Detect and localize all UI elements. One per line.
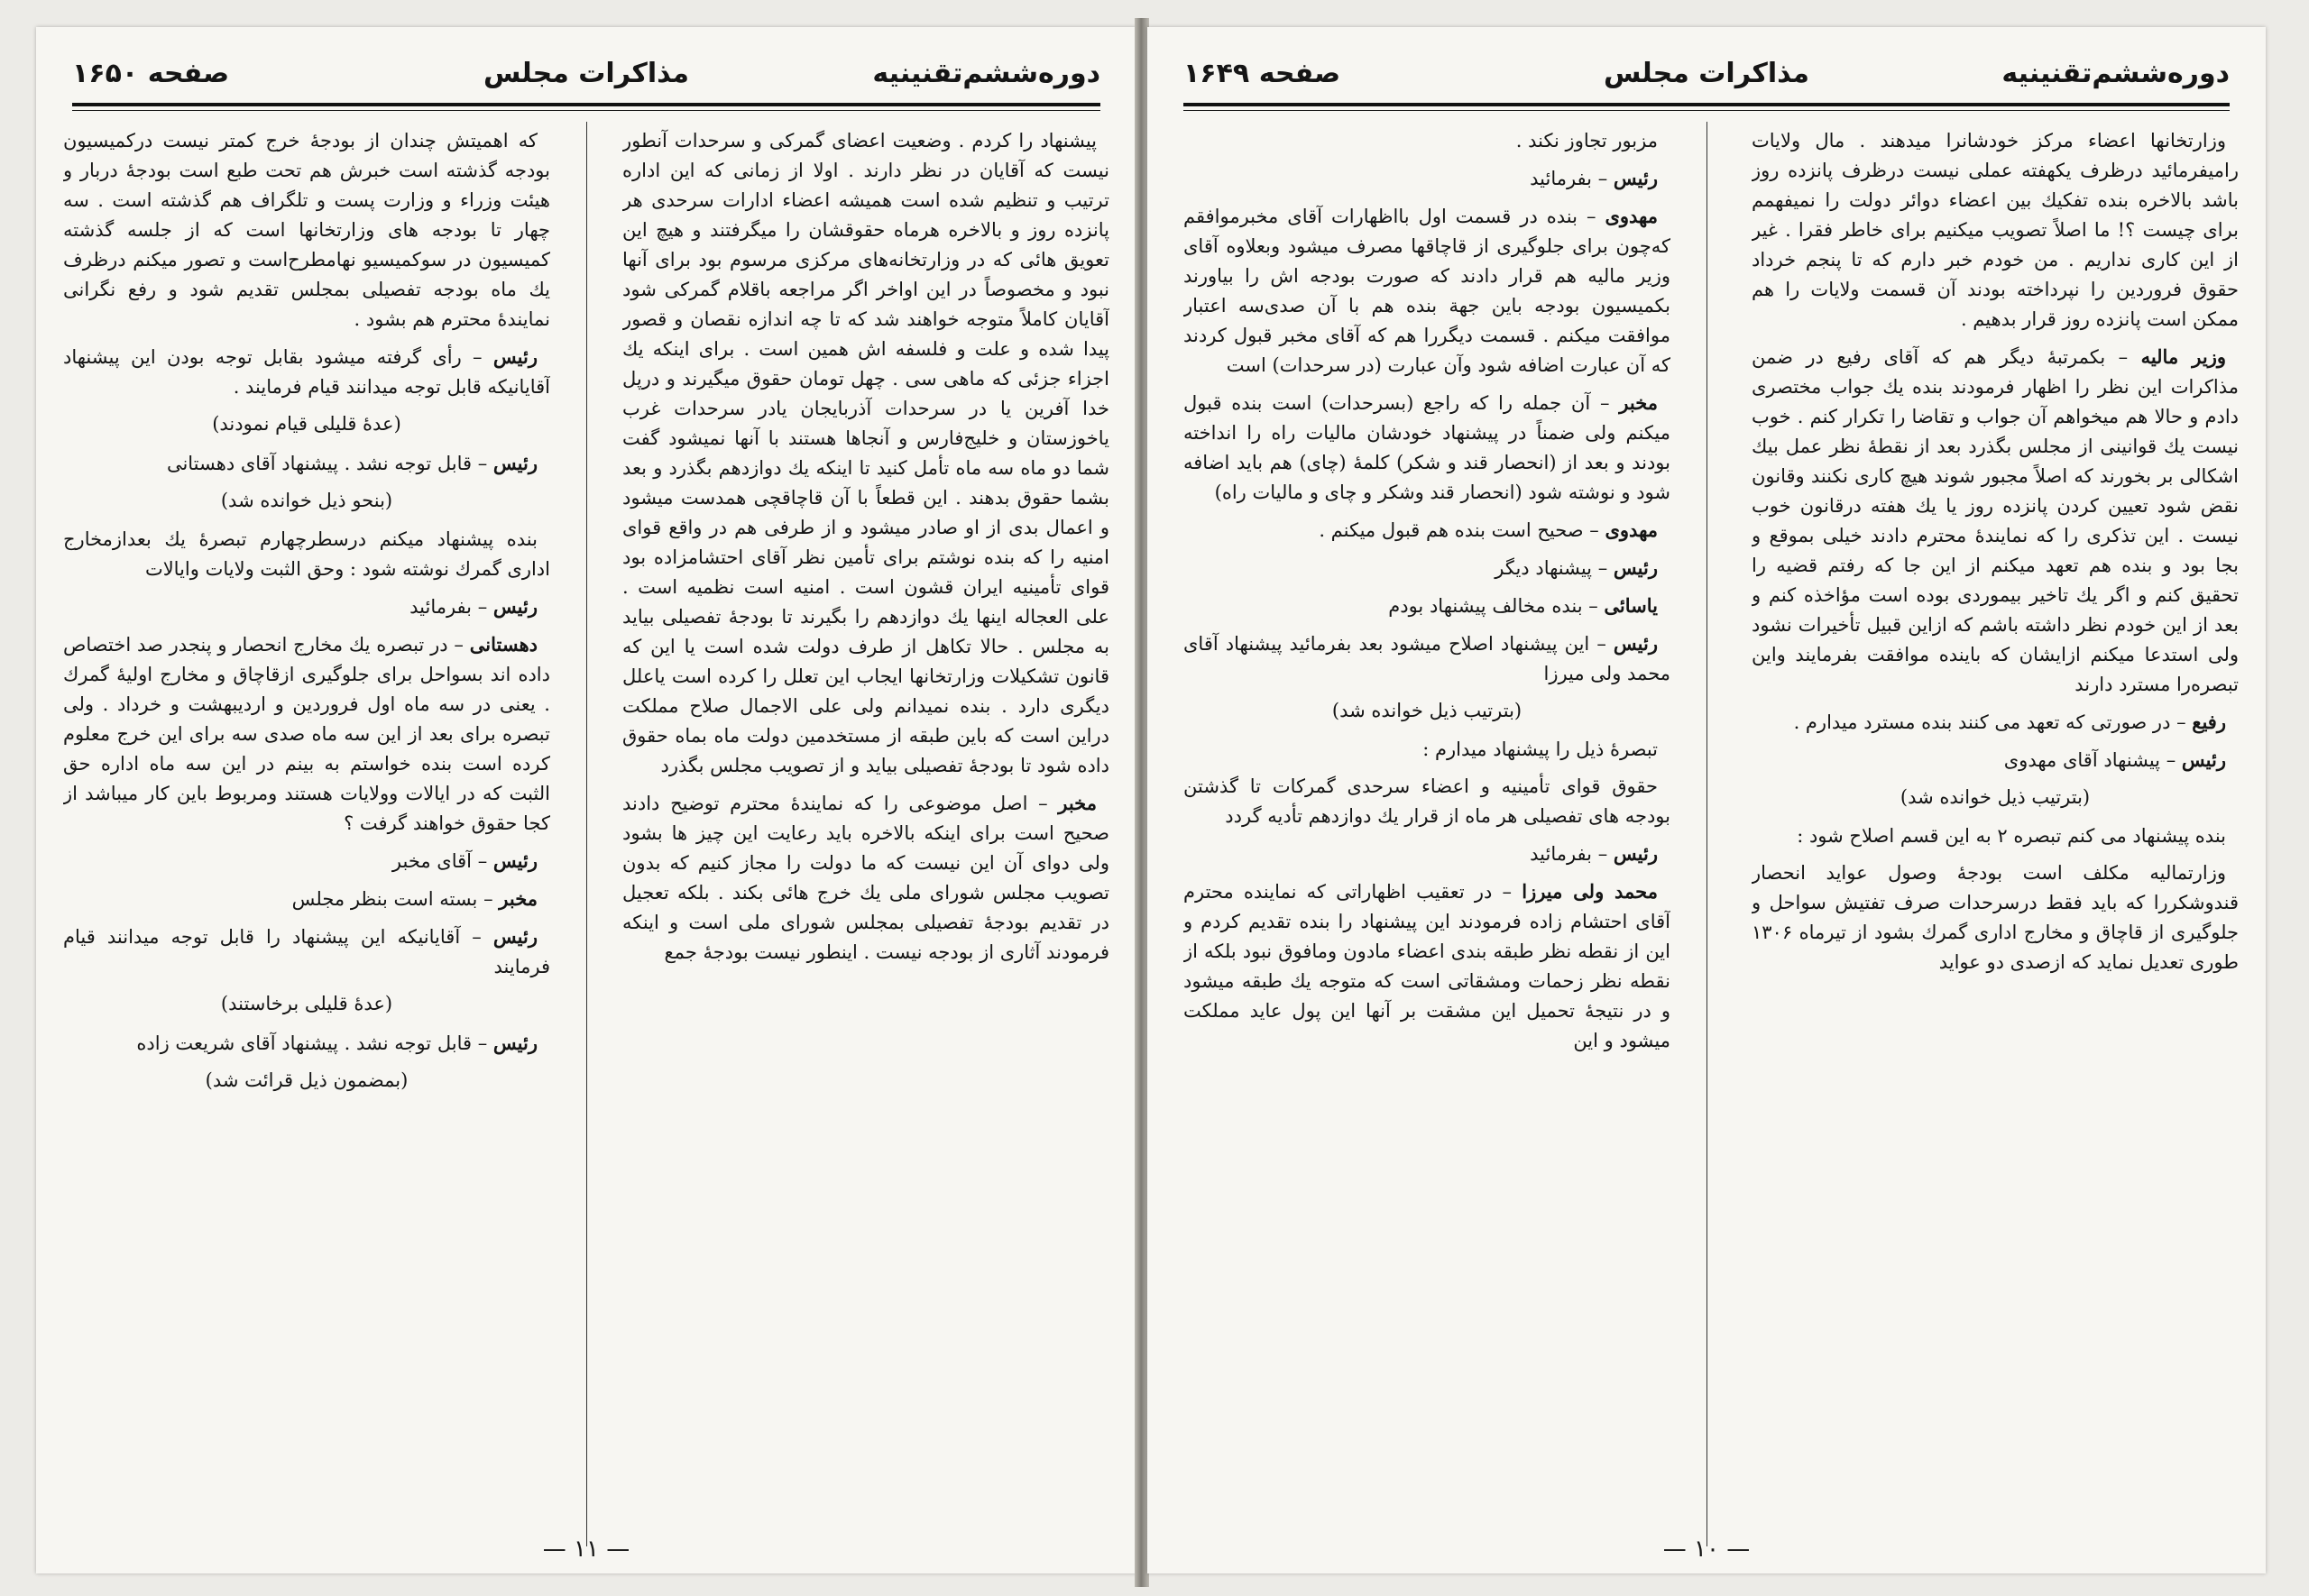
paragraph-text: – آقای مخبر (391, 850, 488, 872)
paragraph-text: – آقایانیکه این پیشنهاد را قابل توجه میدانند قیام فرمایند (63, 926, 550, 977)
transcript-paragraph (63, 126, 550, 335)
speaker-name: رئیس (1613, 556, 1658, 579)
right-page-header (1183, 47, 2230, 101)
paragraph-text: وزارتخانها اعضاء مرکز خودشانرا میدهند . مال ولایات رامیفرمائید درظرف یکهفته عملی نیست درظرف پانزده روز باشد بالاخره بنده تفکیك بین اعضاء دوائر دولت را نمیفهمم برای چیست ؟! ما اصلاً تصویب میکنیم برای خاطر فقرا . غیر از این کاری نداریم . من خودم خبر دارم که تا پنجم خرداد حقوق فروردین را نپرداخته بودند آن قسمت ولایات را هم ممکن است پانزده روز قرار بدهیم . (1752, 130, 2239, 330)
transcript-paragraph (1183, 126, 1670, 156)
paragraph-text: مزبور تجاوز نکند . (1515, 130, 1658, 151)
transcript-paragraph (1183, 591, 1670, 621)
transcript-paragraph (1183, 839, 1670, 869)
transcript-paragraph (63, 922, 550, 982)
speaker-name: رفیع (2192, 711, 2226, 733)
transcript-paragraph (1752, 126, 2239, 335)
transcript-paragraph (63, 884, 550, 914)
speaker-name: رئیس (492, 595, 538, 618)
right-header-rule-thin (1183, 110, 2230, 111)
paragraph-text: بنده پیشنهاد میکنم درسطرچهارم تبصرهٔ یك بعدازمخارج اداری گمرك نوشته شود : وحق الثبت ولایات وایالات (63, 528, 550, 580)
stage-direction: (عدهٔ قلیلی قیام نمودند) (212, 413, 401, 435)
stage-direction: (بمضمون ذیل قرائت شد) (205, 1069, 409, 1091)
left-column-divider (586, 122, 587, 1546)
paragraph-text: وزارتمالیه مکلف است بودجهٔ وصول عواید انحصار قندوشکررا که باید فقط درسرحدات صرف تفتیش سواحل و جلوگیری از قاچاق و مخارج اداری گمرك بشود از تیرماه ۱۳۰۶ طوری تعدیل نماید که ازصدی دو عواید (1752, 862, 2239, 973)
speaker-name: دهستانی (469, 633, 538, 656)
speaker-name: رئیس (492, 452, 538, 474)
right-header-rule (1183, 103, 2230, 106)
transcript-paragraph (1183, 163, 1670, 194)
left-header-title: مذاکرات مجلس (483, 58, 690, 89)
speaker-name: مخبر (1058, 792, 1097, 814)
right-page (1147, 27, 2266, 1573)
transcript-paragraph (1752, 707, 2239, 738)
transcript-paragraph (1183, 735, 1670, 765)
transcript-paragraph (1183, 772, 1670, 831)
stage-direction: (عدهٔ قلیلی برخاستند) (220, 993, 393, 1014)
left-page-column-right (622, 126, 1109, 1542)
right-page-column-left (1183, 126, 1670, 1542)
transcript-paragraph (1183, 628, 1670, 689)
speaker-name: رئیس (492, 345, 538, 368)
speaker-name: رئیس (1613, 842, 1658, 865)
stage-direction: (بترتیب ذیل خوانده شد) (1331, 700, 1522, 721)
speaker-name: رئیس (492, 849, 538, 872)
paragraph-text: – بفرمائید (409, 596, 488, 618)
speaker-name: رئیس (492, 1032, 538, 1054)
right-page-column-right (1752, 126, 2239, 1542)
paragraph-text: – بنده مخالف پیشنهاد بودم (1388, 595, 1598, 617)
paragraph-text: تبصرهٔ ذیل را پیشنهاد میدارم : (1422, 738, 1658, 760)
transcript-paragraph (63, 448, 550, 479)
transcript-paragraph (1752, 745, 2239, 775)
left-header-session: دوره‌ششم‌تقنینیه (872, 58, 1100, 89)
right-column-divider (1706, 122, 1707, 1546)
speaker-name: رئیس (492, 925, 538, 948)
paragraph-text: که اهمیتش چندان از بودجهٔ خرج کمتر نیست درکمیسیون بودجه گذشته است خبرش هم تحت طبع است بودجهٔ دربار و هیئت وزراء و وزارت پست و تلگراف هم گذشته است . سه چهار تا بودجه های وزارتخانها است که از جلسه گذشته کمیسیون در سوکمیسیو نها‌مطرح‌است و تصور میکنم درظرف یك ماه بودجه تفصیلی بمجلس تقدیم شود و رفع نگرانی نمایندهٔ محترم هم بشود . (63, 130, 550, 330)
paragraph-text: – قابل توجه نشد . پیشنهاد آقای شریعت زاده (136, 1032, 488, 1054)
speaker-name: مهدوی (1605, 205, 1658, 227)
transcript-paragraph (63, 846, 550, 876)
paragraph-text: – در تبصره یك مخارج انحصار و پنجدر صد اختصاص داده اند بسواحل برای جلوگیری ازقاچاق و مخارج اولیهٔ گمرك . یعنی در سه ماه اول فروردین و اردیبهشت و خرداد . ولی تبصره برای بعد از این سه ماه صدی سه برای این خرج معلوم کرده است بنده خواستم به بینم در این سه ماه اداره حق الثبت که در ایالات وولایات هستند ومربوط باین کار میباشد از کجا حقوق خواهند گرفت ؟ (63, 634, 550, 834)
paragraph-text: حقوق قوای تأمینیه و اعضاء سرحدی گمرکات تا گذشتن بودجه های تفصیلی هر ماه از قرار یك دوازدهم تأدیه گردد (1183, 775, 1670, 827)
left-page (36, 27, 1136, 1573)
paragraph-text: – رأی گرفته میشود بقابل توجه بودن این پیشنهاد آقایانیکه قابل توجه میدانند قیام فرمایند . (63, 346, 550, 398)
paragraph-text: بنده پیشنهاد می کنم تبصره ۲ به این قسم اصلاح شود : (1797, 825, 2226, 847)
transcript-paragraph (1183, 201, 1670, 381)
speaker-name: مهدوی (1605, 518, 1658, 541)
paragraph-text: – بسته است بنظر مجلس (291, 888, 493, 910)
speaker-name: رئیس (1613, 167, 1658, 189)
transcript-paragraph (622, 788, 1109, 968)
right-header-page-number: صفحه ۱۶۴۹ (1183, 58, 1341, 89)
speaker-name: مخبر (499, 887, 538, 910)
paragraph-text: – بنده در قسمت اول بااظهارات آقای مخبرموافقم که‌چون برای جلوگیری از قاچاقها مصرف میشود وبعلاوه آقای وزیر مالیه هم قرار دادند که صورت بودجه اش را بیاورند بکمیسیون بودجه باین جهة بنده هم با آن صدی‌سه اعتبار موافقت میکنم . قسمت دیگررا هم که آقای مخبر قبول کردند که آن عبارت اضافه شود وآن عبارت (در سرحدات) است (1183, 206, 1670, 376)
left-page-header (72, 47, 1100, 101)
paragraph-text: – اصل موضوعی را که نمایندهٔ محترم توضیح دادند صحیح است برای اینکه بالاخره باید رعایت این چیز ها بشود ولی دوای آن این نیست که ما دولت را مجاز کنیم که بدون تصویب مجلس شورای ملی یك خرج هائی بکند . بلکه تعجیل در تقدیم بودجهٔ تفصیلی بمجلس شورای ملی است و اینکه فرمودند آثاری از بودجه نیست . اینطور نیست بودجهٔ جمع (622, 793, 1109, 963)
right-page-footer: — ۱۰ — (1662, 1536, 1751, 1563)
transcript-paragraph (1183, 515, 1670, 546)
left-header-page-number: صفحه ۱۶۵۰ (72, 58, 230, 89)
speaker-name: وزیر مالیه (2140, 345, 2226, 368)
speaker-name: مخبر (1619, 391, 1658, 414)
transcript-paragraph (1183, 388, 1670, 508)
paragraph-text: پیشنهاد را کردم . وضعیت اعضای گمرکی و سرحدات آنطور نیست که آقایان در نظر دارند . اولا از زمانی که این اداره ترتیب و تنظیم شده است همیشه اعضاء ادارات سرحدی هر پانزده روز و بالاخره هرماه حقوقشان را میگرفتند و هیچ این تعویق هائی که در وزارتخانه‌های مرکزی مرسوم بود برای آنها نبود و مخصوصاً در این اواخر اگر مراجعه باقلام گمرکی شود آقایان کاملاً متوجه خواهند شد که تا چه اندازه نقصان و قصور پیدا شده و علت و فلسفه اش همین است . برای اینکه یك اجزاء جزئی که ماهی سی . چهل تومان حقوق میگیرند و درپل خدا آفرین یا در سرحدات آذربایجان یادر سرحدات غرب یاخوزستان و خلیج‌فارس و آنجاها هستند با آنها نمیشود گفت شما دو ماه سه ماه تأمل کنید تا اینکه یك دوازدهم بگذرد و بعد بشما حقوق بدهند . این قطعاً با آن قاچاقچی همدست میشود و اعمال بدی از او صادر میشود و از طرفی هم در واقع قوای امنیه را که بنده نوشتم برای تأمین نظر آقای احتشامزاده بود قوای تأمینیه ایران قشون است . امنیه است نظمیه است . علی العجاله اینها یك دوازدهم را بگیرند تا بودجهٔ تفصیلی بیاید به مجلس . حالا تکاهل از طرف دولت شده است یا این که قانون تشکیلات وزارتخانها ایجاب این تعلل را کرده است یاعلل دیگری دارد . بنده نمیدانم ولی علی الاجمال صلاح مملکت دراین است که باین طبقه از مستخدمین دولت ماه بماه حقوق داده شود تا بودجهٔ تفصیلی بیاید و از تصویب مجلس بگذرد (622, 130, 1109, 776)
transcript-paragraph (622, 126, 1109, 781)
speaker-name: رئیس (2181, 748, 2226, 771)
right-header-session: دوره‌ششم‌تقنینیه (2001, 58, 2230, 89)
paragraph-text: – در صورتی که تعهد می کنند بنده مسترد میدارم . (1793, 711, 2186, 733)
paragraph-text: – بکمرتبهٔ دیگر هم که آقای رفیع در ضمن مذاکرات این نظر را اظهار فرمودند بنده یك جواب مختصری دادم و حالا هم میخواهم آن جواب و تقاضا را تکرار کنم . خوب نیست یك قوانینی از مجلس بگذرد بعد از نقطهٔ نظر عمل بیك اشکالی بر بخورند که اصلاً مجبور شوند هیچ کاری نکنند وقانون نقض شود تعیین کردن پانزده روز یا یك هفته درقانون خوب نیست . این تذکری را که نمایندهٔ محترم دادند خیلی بموقع و بجا بود و بنده هم تعهد میکنم از این جا که رفتم قضیه را تحقیق کنم و اگر یك تاخیر بیموردی بوده است مؤاخذه کنم و بعد از این خودم نظر داشته باشم که ازاین قبیل تأخیرات نشود ولی استدعا میکنم ازایشان که باینده موافقت بفرمایند واین تبصره‌را مسترد دارند (1752, 346, 2239, 695)
transcript-paragraph (1752, 342, 2239, 700)
left-page-column-left (63, 126, 550, 1542)
transcript-paragraph (63, 1028, 550, 1059)
transcript-paragraph (1752, 858, 2239, 977)
left-page-footer: — ۱۱ — (542, 1536, 630, 1563)
speaker-name: یاسائی (1604, 594, 1658, 617)
paragraph-text: – پیشنهاد آقای مهدوی (2003, 749, 2176, 771)
left-header-rule (72, 103, 1100, 106)
stage-direction: (بنحو ذیل خوانده شد) (220, 490, 393, 511)
right-header-title: مذاکرات مجلس (1603, 58, 1810, 89)
transcript-paragraph (63, 342, 550, 402)
speaker-name: رئیس (1613, 632, 1658, 655)
transcript-paragraph (63, 525, 550, 584)
transcript-paragraph (1752, 821, 2239, 851)
paragraph-text: – در تعقیب اظهاراتی که نماینده محترم آقای احتشام زاده فرمودند این پیشنهاد را بنده تقدیم کردم و این از نقطه نظر طبقه بندی اعضاء مادون ومافوق نبود بلکه از نقطه نظر زحمات ومشقاتی است که متوجه یك طبقه میشود و در نتیجهٔ تحمیل این مشقت بر آنها این پول عاید مملکت میشود و این (1183, 881, 1670, 1051)
paragraph-text: – بفرمائید (1530, 843, 1608, 865)
paragraph-text: – این پیشنهاد اصلاح میشود بعد بفرمائید پیشنهاد آقای محمد ولی میرزا (1183, 633, 1670, 684)
left-header-rule-thin (72, 110, 1100, 111)
paragraph-text: – آن جمله را که راجع (بسرحدات) است بنده قبول میکنم ولی ضمناً در پیشنهاد خودشان مالیات راه را انداخته بودند و بعد از (انحصار قند و شکر) کلمهٔ (چای) هم باید اضافه شود و نوشته شود (انحصار قند وشکر و چای و مالیات راه) (1183, 392, 1670, 503)
transcript-paragraph (1183, 553, 1670, 583)
stage-direction: (بترتیب ذیل خوانده شد) (1900, 786, 2091, 808)
paragraph-text: – بفرمائید (1530, 168, 1608, 189)
paragraph-text: – قابل توجه نشد . پیشنهاد آقای دهستانی (166, 453, 488, 474)
paragraph-text: – پیشنهاد دیگر (1495, 557, 1608, 579)
paragraph-text: – صحیح است بنده هم قبول میکنم . (1319, 519, 1599, 541)
transcript-paragraph (63, 629, 550, 839)
transcript-paragraph (1183, 876, 1670, 1056)
speaker-name: محمد ولی میرزا (1522, 880, 1658, 903)
transcript-paragraph (63, 592, 550, 622)
